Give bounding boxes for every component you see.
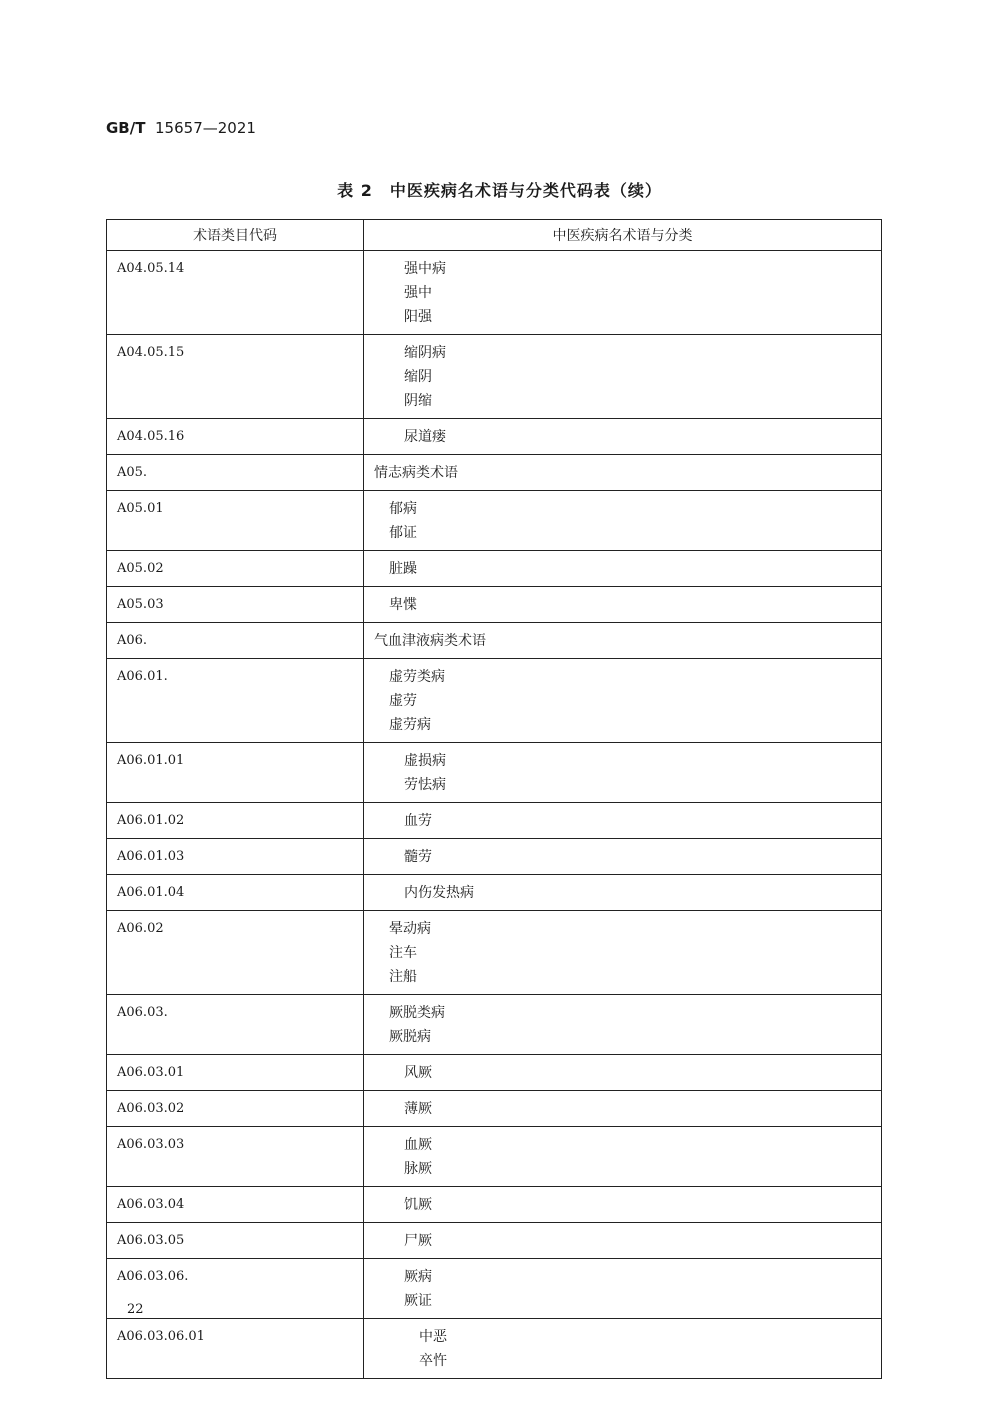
term-name: 注车 (389, 945, 417, 961)
term-code-cell: A06.03.06.01 (107, 1319, 364, 1379)
table-row (107, 1259, 882, 1319)
term-name: 晕动病 (389, 921, 431, 937)
term-name: 气血津液病类术语 (374, 633, 486, 649)
term-code-cell: A04.05.16 (107, 419, 364, 455)
term-name: 情志病类术语 (374, 465, 458, 481)
classification-code-table (106, 219, 882, 1379)
table-row (107, 995, 882, 1055)
term-names-cell (364, 587, 882, 623)
term-code-cell: A06.03.01 (107, 1055, 364, 1091)
term-code-cell: A05.01 (107, 491, 364, 551)
term-code-cell: A04.05.15 (107, 335, 364, 419)
term-code-cell: A06.03.04 (107, 1187, 364, 1223)
page-number: 22 (127, 1302, 144, 1317)
term-code-cell: A04.05.14 (107, 251, 364, 335)
term-code-cell: A06.01.01 (107, 743, 364, 803)
term-code-cell: A06.01. (107, 659, 364, 743)
table-row (107, 455, 882, 491)
standard-prefix: GB/T (106, 119, 146, 137)
term-name: 血厥 (404, 1137, 432, 1153)
table-row (107, 803, 882, 839)
term-name: 尸厥 (404, 1233, 432, 1249)
term-code-cell: A06.01.03 (107, 839, 364, 875)
term-code-cell: A06.03.03 (107, 1127, 364, 1187)
table-row (107, 419, 882, 455)
term-names-cell (364, 251, 882, 335)
term-code-cell: A06.03.06. (107, 1259, 364, 1319)
term-name: 注船 (389, 969, 417, 985)
term-name: 髓劳 (404, 849, 432, 865)
table-row (107, 1187, 882, 1223)
table-row (107, 1319, 882, 1379)
term-name: 风厥 (404, 1065, 432, 1081)
term-name: 阴缩 (404, 393, 432, 409)
term-names-cell (364, 551, 882, 587)
table-row (107, 875, 882, 911)
term-names-cell (364, 743, 882, 803)
term-names-cell (364, 1055, 882, 1091)
term-names-cell (364, 659, 882, 743)
term-names-cell (364, 1259, 882, 1319)
term-names-cell (364, 491, 882, 551)
table-row (107, 743, 882, 803)
term-name: 尿道瘘 (404, 429, 446, 445)
term-name: 脏躁 (389, 561, 417, 577)
term-code-cell: A06.01.04 (107, 875, 364, 911)
term-name: 劳怯病 (404, 777, 446, 793)
term-name: 脉厥 (404, 1161, 432, 1177)
column-header-code: 术语类目代码 (107, 220, 364, 251)
term-code-cell: A05.02 (107, 551, 364, 587)
term-name: 虚劳病 (389, 717, 431, 733)
term-code-cell: A06.02 (107, 911, 364, 995)
term-name: 虚劳 (389, 693, 417, 709)
table-row (107, 839, 882, 875)
column-header-term: 中医疾病名术语与分类 (364, 220, 882, 251)
term-code-cell: A05.03 (107, 587, 364, 623)
table-row (107, 251, 882, 335)
term-names-cell (364, 875, 882, 911)
term-name: 缩阴 (404, 369, 432, 385)
term-names-cell (364, 1091, 882, 1127)
term-names-cell (364, 995, 882, 1055)
term-names-cell (364, 911, 882, 995)
term-names-cell (364, 1127, 882, 1187)
term-name: 卑惵 (389, 597, 417, 613)
term-name: 虚劳类病 (389, 669, 445, 685)
term-name: 中恶 (419, 1329, 447, 1345)
table-header-row (107, 220, 882, 251)
term-code-cell: A05. (107, 455, 364, 491)
term-names-cell (364, 419, 882, 455)
term-names-cell (364, 455, 882, 491)
table-row (107, 551, 882, 587)
term-names-cell (364, 1223, 882, 1259)
term-code-cell: A06.01.02 (107, 803, 364, 839)
table-row (107, 911, 882, 995)
table-row (107, 623, 882, 659)
term-code-cell: A06. (107, 623, 364, 659)
term-name: 厥脱病 (389, 1029, 431, 1045)
standard-number: 15657—2021 (155, 119, 256, 137)
term-name: 强中病 (404, 261, 446, 277)
term-names-cell (364, 1187, 882, 1223)
term-name: 内伤发热病 (404, 885, 474, 901)
table-row (107, 335, 882, 419)
term-code-cell: A06.03.05 (107, 1223, 364, 1259)
term-name: 血劳 (404, 813, 432, 829)
table-row (107, 1127, 882, 1187)
term-name: 强中 (404, 285, 432, 301)
term-name: 缩阴病 (404, 345, 446, 361)
table-row (107, 587, 882, 623)
term-name: 薄厥 (404, 1101, 432, 1117)
table-body (107, 251, 882, 1379)
term-names-cell (364, 839, 882, 875)
term-name: 厥病 (404, 1269, 432, 1285)
term-name: 卒忤 (419, 1353, 447, 1369)
table-row (107, 491, 882, 551)
term-name: 饥厥 (404, 1197, 432, 1213)
term-names-cell (364, 623, 882, 659)
term-names-cell (364, 1319, 882, 1379)
table-row (107, 659, 882, 743)
term-name: 阳强 (404, 309, 432, 325)
table-row (107, 1223, 882, 1259)
term-code-cell: A06.03. (107, 995, 364, 1055)
document-header (106, 119, 256, 137)
table-row (107, 1055, 882, 1091)
term-name: 郁病 (389, 501, 417, 517)
term-name: 厥证 (404, 1293, 432, 1309)
table-caption: 表 2 中医疾病名术语与分类代码表（续） (337, 181, 662, 200)
term-name: 郁证 (389, 525, 417, 541)
table-row (107, 1091, 882, 1127)
term-names-cell (364, 335, 882, 419)
term-names-cell (364, 803, 882, 839)
term-name: 虚损病 (404, 753, 446, 769)
term-code-cell: A06.03.02 (107, 1091, 364, 1127)
term-name: 厥脱类病 (389, 1005, 445, 1021)
